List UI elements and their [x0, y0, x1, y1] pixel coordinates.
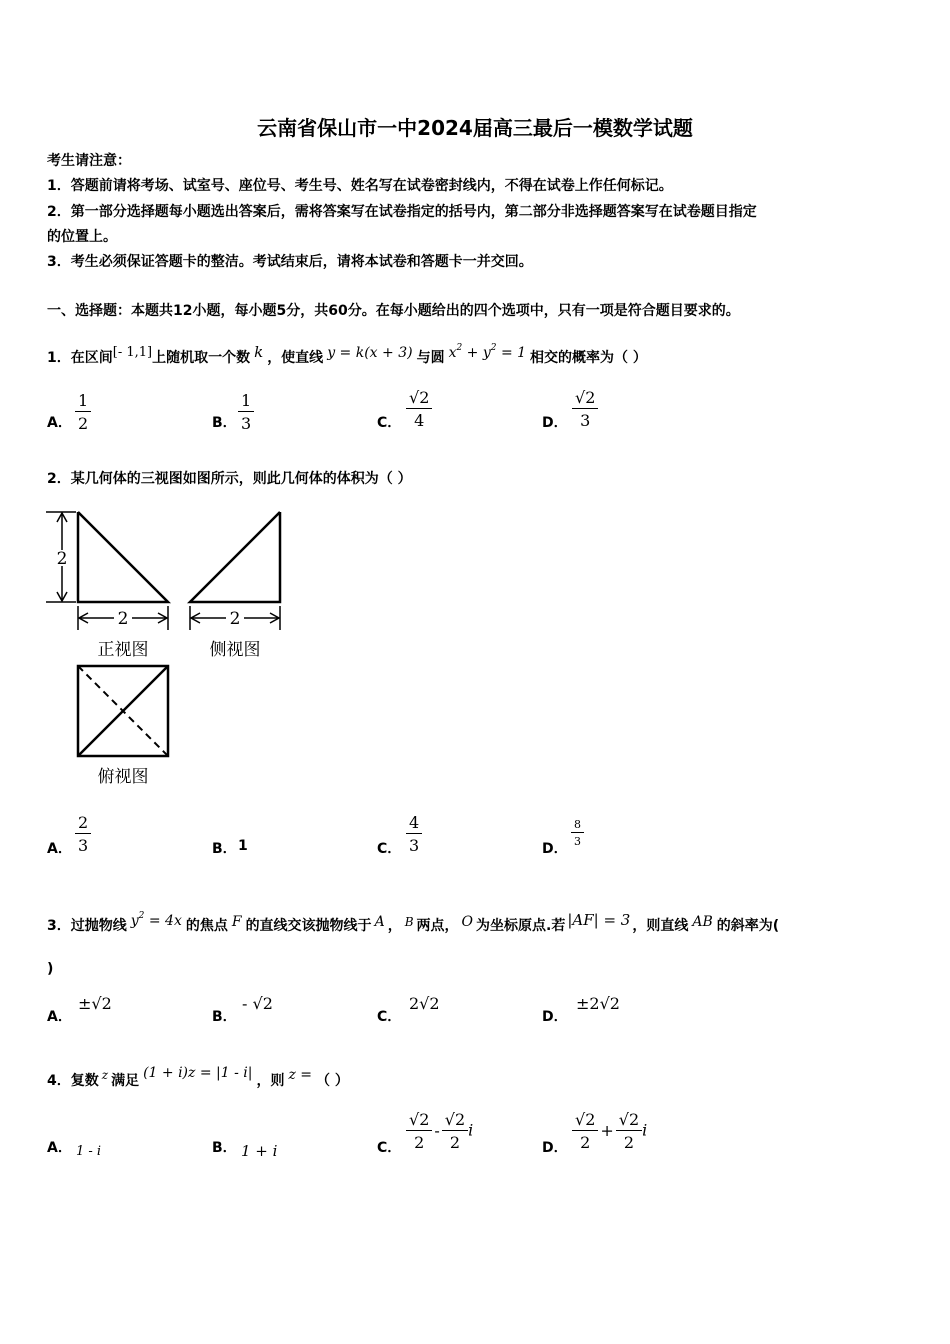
q4-option-a: 1 - i — [76, 1144, 102, 1159]
q3-option-a: ±√2 — [78, 994, 112, 1013]
q3-O: O — [461, 914, 473, 930]
q1-interval: [- 1,1] — [112, 345, 153, 360]
notice-item-2: 2．第一部分选择题每小题选出答案后，需将答案写在试卷指定的括号内，第二部分非选择题答案写在试卷题目指定 — [47, 204, 757, 220]
q1-option-b: $\frac{1}{3}$ — [238, 391, 254, 433]
notice-item-1: 1．答题前请将考场、试室号、座位号、考生号、姓名写在试卷密封线内，不得在试卷上作任何标记。 — [47, 178, 673, 194]
q2-option-b-label: B． — [212, 841, 237, 857]
q3-option-c: 2√2 — [409, 994, 440, 1013]
three-view-figure — [40, 500, 300, 795]
q4-equation: (1 + i)z = |1 - i| — [143, 1065, 253, 1081]
question-3: 3．过抛物线 $y^2 = 4x$ 的焦点 F 的直线交该抛物线于 A ， B 两点， O 为坐标原点.若 |AF| = 3 ，则直线 AB 的斜率为( — [47, 911, 780, 934]
q1-text-4: 与圆 — [416, 350, 445, 366]
q3-option-b: - √2 — [242, 994, 273, 1013]
q4-option-c: $\frac{√2}{2}$ - $\frac{√2}{2}$ i — [406, 1110, 473, 1152]
q3-option-d-label: D． — [542, 1009, 568, 1025]
top-view-label: 俯视图 — [97, 767, 149, 787]
q4-option-b-label: B． — [212, 1140, 237, 1156]
q4-z: z — [101, 1068, 109, 1082]
q3-option-b-label: B． — [212, 1009, 237, 1025]
q1-text-3: ，使直线 — [267, 350, 324, 366]
notice-heading: 考生请注意： — [47, 153, 131, 169]
q3-A: A — [374, 914, 385, 930]
q2-option-d-label: D． — [542, 841, 568, 857]
question-2: 2．某几何体的三视图如图所示，则此几何体的体积为（ ） — [47, 471, 412, 487]
q4-option-a-label: A． — [47, 1140, 72, 1156]
q3-option-d: ±2√2 — [576, 994, 620, 1013]
side-view-triangle — [190, 512, 280, 602]
q1-line-equation: y = k(x + 3) — [327, 345, 413, 361]
q3-option-c-label: C． — [377, 1009, 402, 1025]
q1-option-c-label: C． — [377, 415, 402, 431]
question-4: 4．复数 z 满足 (1 + i)z = |1 - i| ，则 z = （ ） — [47, 1065, 349, 1089]
q3-B: B — [404, 915, 414, 929]
question-3-cont: ) — [47, 961, 54, 977]
notice-item-2-cont: 的位置上。 — [47, 229, 117, 245]
q4-option-d-label: D． — [542, 1140, 568, 1156]
q3-F: F — [231, 914, 242, 930]
q3-AB: AB — [692, 914, 713, 930]
q1-option-d-label: D． — [542, 415, 568, 431]
q1-option-a-label: A． — [47, 415, 72, 431]
q3-option-a-label: A． — [47, 1009, 72, 1025]
q2-option-c-label: C． — [377, 841, 402, 857]
section-heading: 一、选择题：本题共12小题，每小题5分，共60分。在每小题给出的四个选项中，只有一项是符合题目要求的。 — [47, 303, 740, 319]
q3-parabola-equation: $y^2 = 4x$ — [130, 911, 182, 929]
q1-option-c: $\frac{√2}{4}$ — [406, 388, 432, 430]
q4-z-equals: z = — [288, 1067, 313, 1083]
q3-af-condition: |AF| = 3 — [567, 911, 631, 929]
q1-option-b-label: B． — [212, 415, 237, 431]
q1-option-d: $\frac{√2}{3}$ — [572, 388, 598, 430]
page-title: 云南省保山市一中2024届高三最后一模数学试题 — [257, 116, 693, 140]
height-dimension-label: 2 — [56, 549, 68, 569]
q2-option-b: 1 — [238, 838, 248, 854]
q1-circle-equation: $x^2 + y^2 = 1$ — [448, 343, 527, 361]
side-width-dimension-label: 2 — [229, 609, 241, 629]
q2-option-a-label: A． — [47, 841, 72, 857]
q1-k: k — [254, 343, 264, 361]
q1-text-1: 1．在区间 — [47, 350, 113, 366]
q1-option-a: $\frac{1}{2}$ — [75, 391, 91, 433]
q4-option-c-label: C． — [377, 1140, 402, 1156]
question-1 — [47, 339, 647, 367]
q1-text-2: 上随机取一个数 — [152, 350, 251, 366]
side-view-label: 侧视图 — [209, 640, 261, 660]
q4-option-d: $\frac{√2}{2}$ + $\frac{√2}{2}$ i — [572, 1110, 647, 1152]
q4-option-b: 1 + i — [241, 1142, 278, 1160]
notice-item-3: 3．考生必须保证答题卡的整洁。考试结束后，请将本试卷和答题卡一并交回。 — [47, 254, 533, 270]
q1-text-5: 相交的概率为（ ） — [530, 350, 647, 366]
front-view-label: 正视图 — [97, 640, 149, 660]
front-view-triangle — [78, 512, 168, 602]
q2-option-a: $\frac{2}{3}$ — [75, 813, 91, 855]
q2-option-c: $\frac{4}{3}$ — [406, 813, 422, 855]
front-width-dimension-label: 2 — [117, 609, 129, 629]
q2-option-d: $\frac{8}{3}$ — [571, 818, 584, 848]
